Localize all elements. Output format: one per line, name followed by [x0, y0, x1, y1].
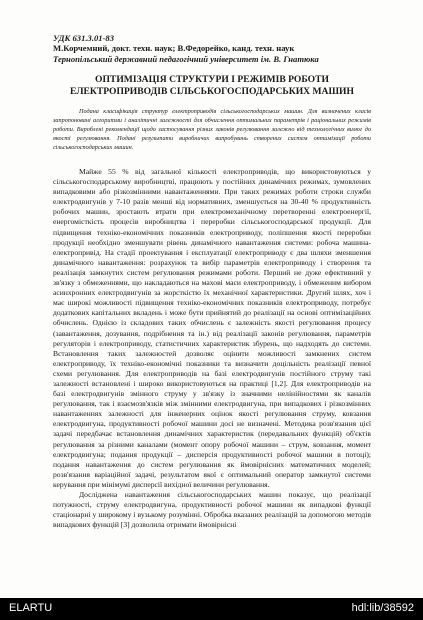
body-paragraph-2: Досліджена навантаження сільськогосподарських машин показує, що реалізації потужності, струму електродвигуна, продуктивності робочої машини як випадкові функції стаціонарні у широкому і вузькому розумінні. Обробка вказаних реалізацій за допомогою методів випадкових функцій [3] дозволила отримати ймовірнісні: [53, 490, 371, 530]
abstract: Подана класифікація структур електроприводів сільськогосподарських машин. Для визначених класів запропоновані алгоритми і аналітичні залежності для обчислення оптимальних параметрів і раціональних режимів роботи. Вироблені рекомендації щодо застосування різних законів регулювання залежно від технологічних вимог до якості регулювання. Подані результати виробничих випробувань створених систем оптимізації роботи сільськогосподарських машин.: [53, 108, 371, 151]
body-paragraph-1: Майже 55 % від загальної кількості електроприводів, що використовуються у сільськогосподарському виробництві, працюють у постійних динамічних режимах, зумовлених випадковими або різкозмінними навантаженнями. При таких режимах роботи строки служби електродвигунів у 7-10 разів менші від нормативних, зменшується на 30-40 % продуктивність робочих машин, зростають втрати при електромеханічному перетворенні електроенергії, енергомісткість процесів виробництва і переробки сільськогосподарської продукції. Для підвищення техніко-економічних показників електроприводу, поліпшення якості переробки продукції необхідно зменшувати рівень динамічного навантаження системи: робоча машина-електропривід. На стадії проектування і експлуатації електроприводу є два шляхи зменшення динамічного навантаження: розрахунок та вибір параметрів електроприводу і створення та реалізація замкнутих систем регулювання режимами роботи. Перший не дуже ефективний у зв'язку з обмеженнями, що накладаються на махові маси електроприводу, і обмеженим вибором асинхронних електродвигунів за жорсткістю їх механічної характеристики. Другий шлях, хоч і має широкі можливості підвищення техніко-економічних показників електроприводу, потребує додаткових капітальних вкладень і може бути прийнятий до реалізації на основі оптимізаційних обчислень. Однією із складових таких обчислень є залежність якості регулювання процесу (завантаження, дозування, подрібнення та ін.) від реалізації законів регулювання, параметрів регуляторів і електроприводу, статистичних характеристик збурень, що надходять до системи. Встановлення таких залежностей дозволяє оцінити можливості замкнених систем електроприводу, їх техніко-економічні показники та визначити доцільність реалізації певної схеми регулювання. Для електроприводів на базі електродвигунів постійного струму такі залежності встановлені і широко використовуються на практиці [1,2]. Для електроприводів на базі електродвигунів змінного струму у зв'язку із значними нелінійностями як каналів регулювання, так і взаємозв'язків між змінними електродвигуна, при випадкових і різкозмінних навантаженнях залежності для інженерних оцінок якості регулювання струму, ковзання електродвигуна, продуктивності робочої машини досі не визначені. Методика розв'язання цієї задачі передбачає встановлення динамічних характеристик (передавальних функцій) об'єктів регулювання за різними каналами (момент опору робочої машини – струм, ковзання, момент електродвигуна; подання продукції – дисперсія продуктивності робочої машини в потоці); подання навантаження до систем регулювання як ймовірнісних математичних моделей; розв'язання варіаційної задачі, результатом якої є оптимальний оператор замкнутої системи керування при мінімумі дисперсії вихідної величини регулювання.: [53, 167, 371, 489]
handle-identifier: hdl:lib/38592: [351, 602, 414, 614]
udc-code: УДК 631.3.01-83: [53, 33, 115, 43]
affiliation: Тернопільський державний педагогічний університет ім. В. Гнатюка: [53, 54, 319, 64]
footer-bar: [0, 598, 423, 620]
authors: М.Корчемний, докт. техн. наук; В.Федорейко, канд. техн. наук: [53, 43, 295, 53]
article-body: [53, 167, 371, 530]
article-title-line-2: ЕЛЕКТРОПРИВОДІВ СІЛЬСЬКОГОСПОДАРСЬКИХ МАШИН: [70, 86, 354, 97]
repository-label: ELARTU: [9, 602, 53, 614]
article-title: [53, 74, 371, 98]
article-title-line-1: ОПТИМІЗАЦІЯ СТРУКТУРИ І РЕЖИМІВ РОБОТИ: [95, 74, 329, 85]
